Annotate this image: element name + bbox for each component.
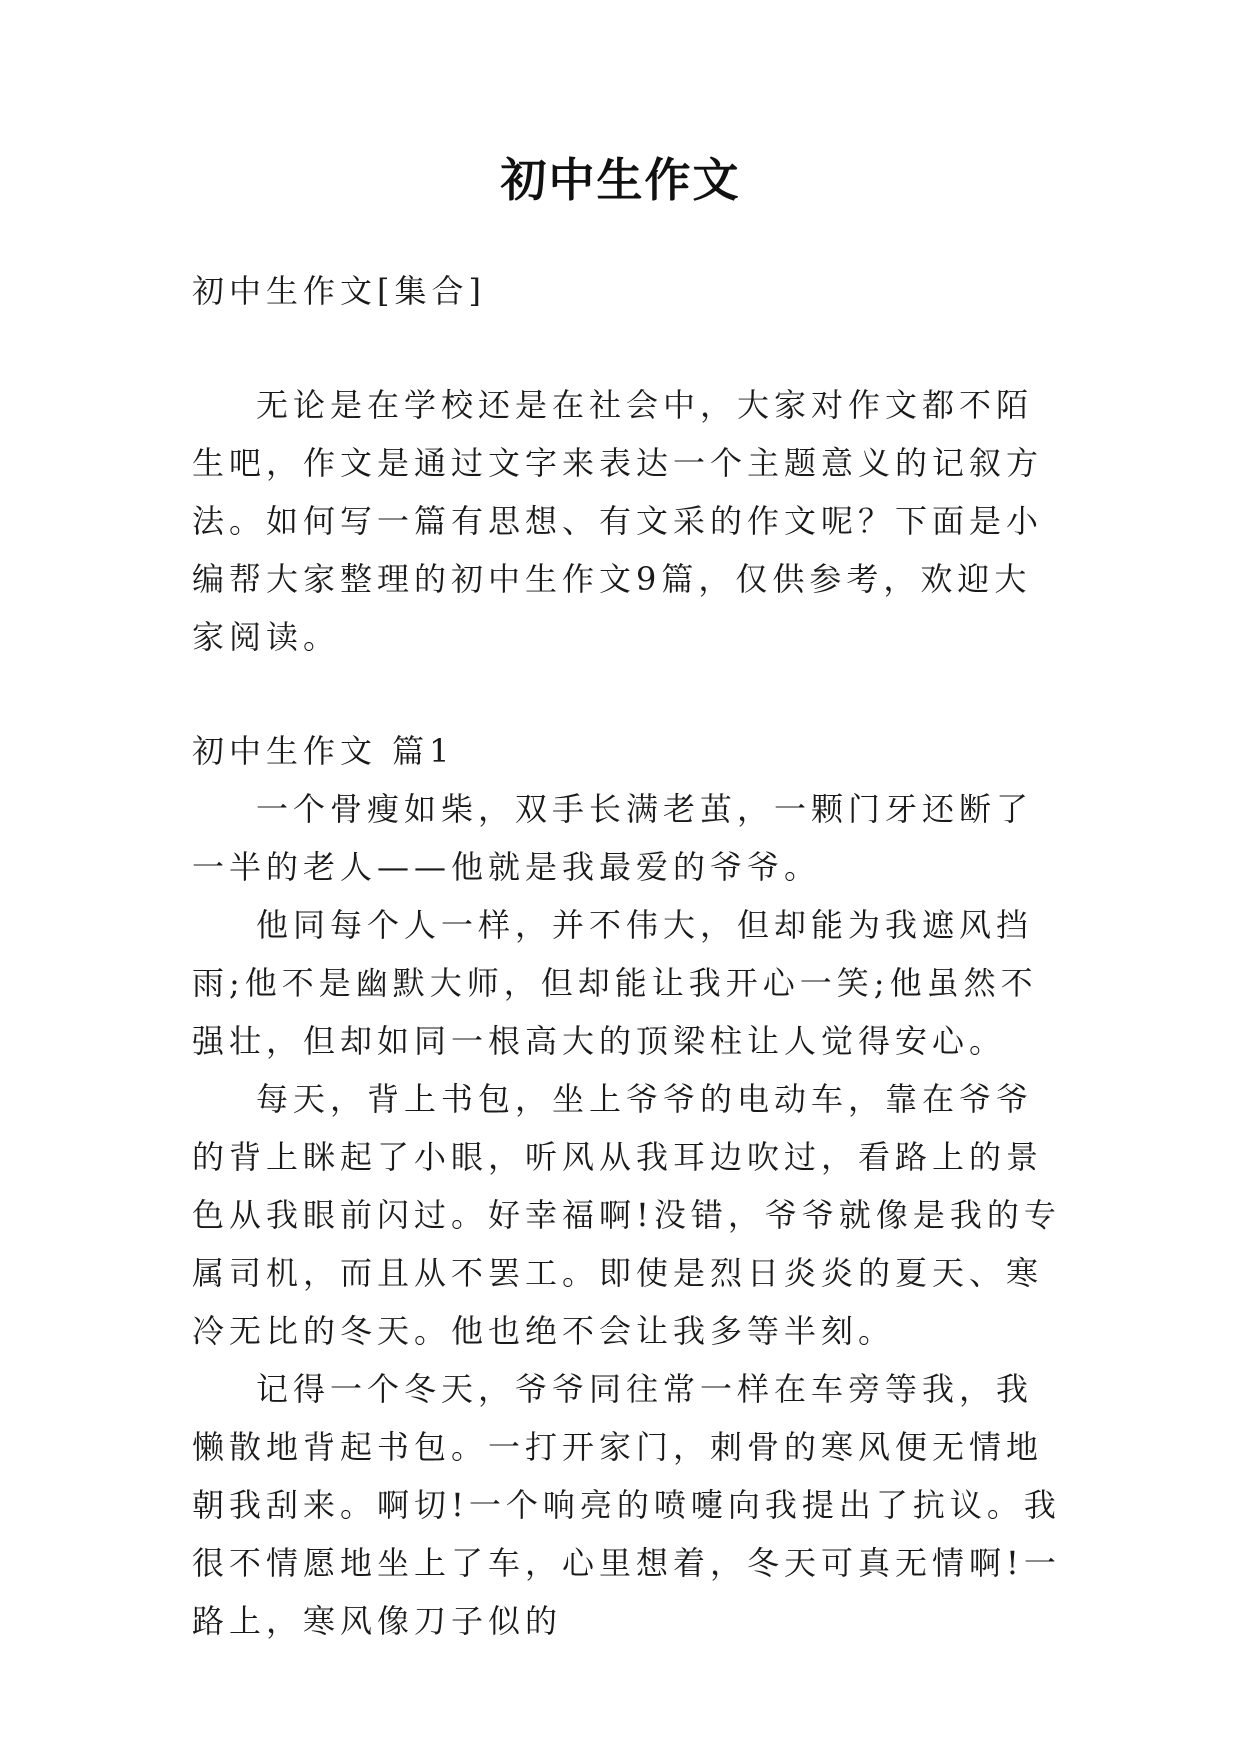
body-paragraph: 一个骨瘦如柴，双手长满老茧，一颗门牙还断了一半的老人——他就是我最爱的爷爷。 xyxy=(192,790,1034,886)
body-paragraph: 记得一个冬天，爷爷同往常一样在车旁等我，我懒散地背起书包。一打开家门，刺骨的寒风便无情地朝我刮来。啊切!一个响亮的喷嚏向我提出了抗议。我很不情愿地坐上了车，心里想着，冬天可真无情啊!一路上，寒风像刀子似的 xyxy=(192,1370,1061,1640)
document-subtitle: 初中生作文[集合] xyxy=(192,272,486,310)
body-paragraph: 他同每个人一样，并不伟大，但却能为我遮风挡雨;他不是幽默大师，但却能让我开心一笑;他虽然不强壮，但却如同一根高大的顶梁柱让人觉得安心。 xyxy=(192,906,1038,1060)
body-paragraph: 每天，背上书包，坐上爷爷的电动车，靠在爷爷的背上眯起了小眼，听风从我耳边吹过，看路上的景色从我眼前闪过。好幸福啊!没错，爷爷就像是我的专属司机，而且从不罢工。即使是烈日炎炎的夏天、寒冷无比的冬天。他也绝不会让我多等半刻。 xyxy=(192,1080,1061,1350)
section-heading: 初中生作文 篇1 xyxy=(192,732,455,770)
document-body xyxy=(192,262,1062,1650)
intro-paragraph: 无论是在学校还是在社会中，大家对作文都不陌生吧，作文是通过文字来表达一个主题意义的记叙方法。如何写一篇有思想、有文采的作文呢？下面是小编帮大家整理的初中生作文9篇，仅供参考，欢迎大家阅读。 xyxy=(192,386,1044,656)
document-title: 初中生作文 xyxy=(500,153,741,207)
